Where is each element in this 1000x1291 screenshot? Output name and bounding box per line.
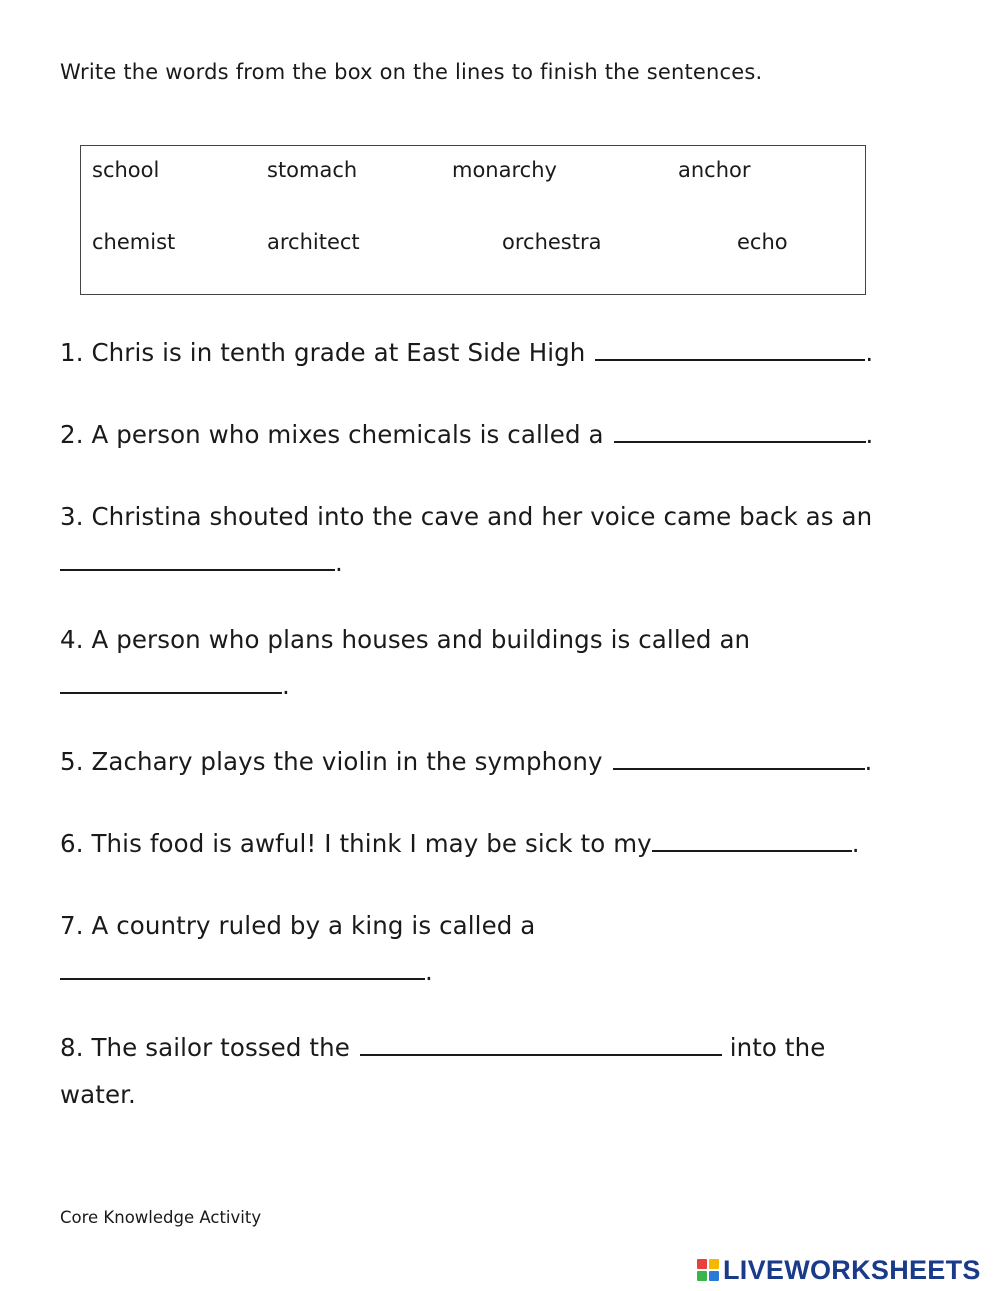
word-bank-word: orchestra [502,230,602,254]
sentence-2 [60,420,873,449]
sentence-text: 4. A person who plans houses and buildings is called an [60,625,751,654]
sentence-7-line-2 [60,957,433,986]
answer-blank[interactable] [360,1034,722,1056]
footer-credit: Core Knowledge Activity [60,1208,262,1227]
sentence-period: . [282,671,290,700]
word-bank-box [80,145,866,295]
sentence-6 [60,829,860,858]
word-bank-word: monarchy [452,158,557,182]
sentence-period: . [864,747,873,776]
sentence-text: 6. This food is awful! I think I may be sick to my [60,829,652,858]
sentence-5 [60,747,872,776]
word-bank-word: architect [267,230,360,254]
sentence-text: 1. Chris is in tenth grade at East Side High [60,338,586,367]
sentence-3 [60,502,872,531]
word-bank-word: stomach [267,158,358,182]
sentence-text: 5. Zachary plays the violin in the symphony [60,747,603,776]
sentence-3-line-2 [60,548,343,577]
sentence-4-line-2 [60,671,290,700]
answer-blank[interactable] [60,958,425,980]
sentence-7 [60,911,535,940]
liveworksheets-logo[interactable] [697,1254,981,1286]
logo-block-blue [709,1271,719,1281]
sentence-8-line-2 [60,1080,136,1109]
sentence-4 [60,625,750,654]
logo-block-red [697,1259,707,1269]
sentence-continuation: water. [60,1080,136,1109]
sentence-period: . [865,420,874,449]
word-bank-word: echo [737,230,788,254]
answer-blank[interactable] [60,549,335,571]
sentence-text: 3. Christina shouted into the cave and her voice came back as an [60,502,873,531]
logo-block-green [697,1271,707,1281]
logo-block-yellow [709,1259,719,1269]
sentence-text-after: into the [729,1033,826,1062]
answer-blank[interactable] [613,748,865,770]
sentence-text: 2. A person who mixes chemicals is called a [60,420,604,449]
sentence-period: . [851,829,860,858]
word-bank-word: chemist [92,230,176,254]
answer-blank[interactable] [60,672,282,694]
answer-blank[interactable] [614,421,866,443]
sentence-8 [60,1033,825,1062]
sentence-text: 7. A country ruled by a king is called a [60,911,536,940]
sentence-period: . [865,338,874,367]
logo-blocks-icon [697,1259,719,1281]
answer-blank[interactable] [652,830,852,852]
sentence-period: . [425,957,433,986]
sentence-1 [60,338,873,367]
logo-text: LIVEWORKSHEETS [723,1254,981,1285]
sentence-text: 8. The sailor tossed the [60,1033,350,1062]
instructions-text: Write the words from the box on the lines to finish the sentences. [60,60,763,84]
answer-blank[interactable] [595,339,865,361]
word-bank-word: school [92,158,160,182]
sentence-period: . [335,548,343,577]
word-bank-word: anchor [678,158,751,182]
